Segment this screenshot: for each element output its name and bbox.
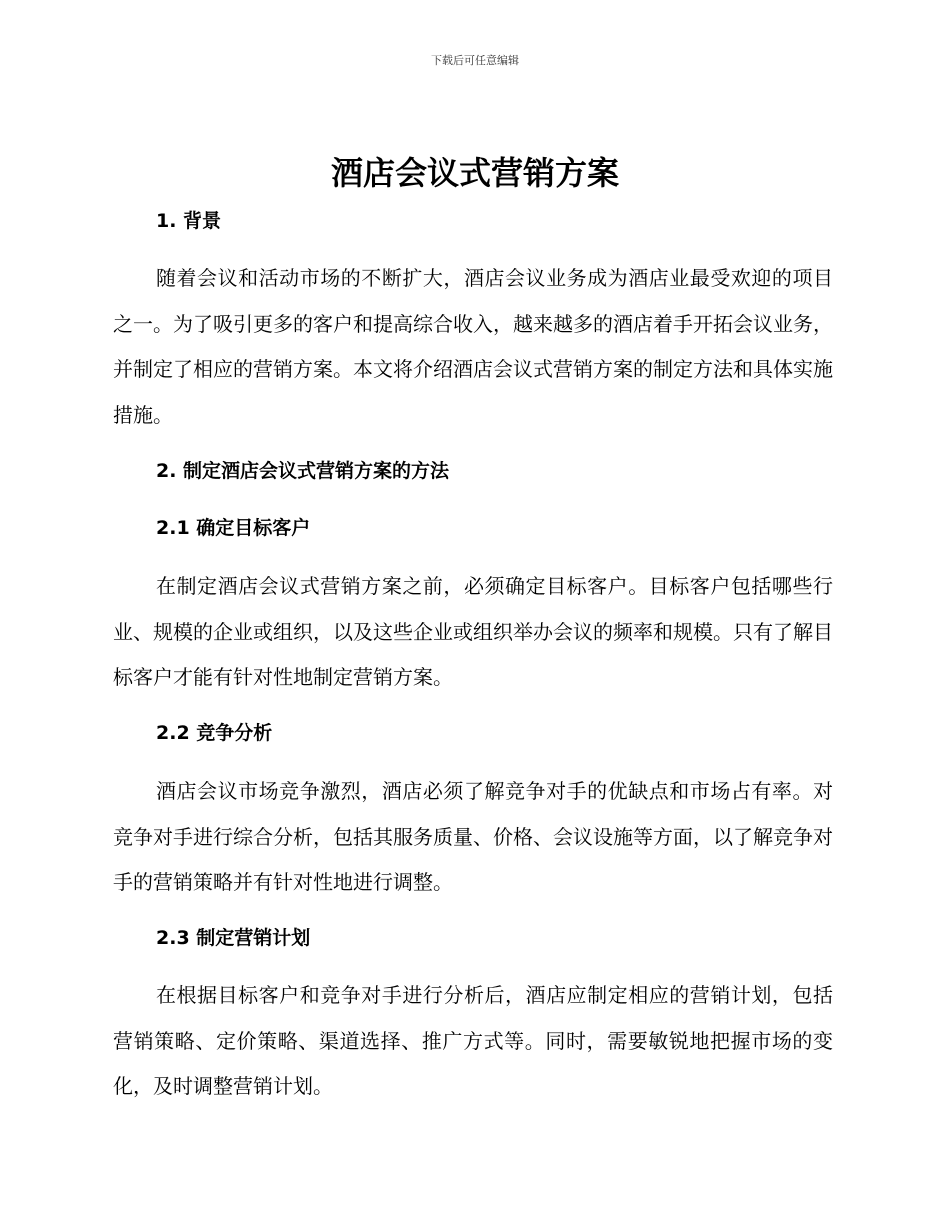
section-paragraph-competition-analysis: 酒店会议市场竞争激烈，酒店必须了解竞争对手的优缺点和市场占有率。对竞争对手进行综合分析，包括其服务质量、价格、会议设施等方面，以了解竞争对手的营销策略并有针对性地进行调整。 — [113, 779, 833, 894]
section-heading-methods: 2. 制定酒店会议式营销方案的方法 — [156, 460, 450, 482]
section-paragraph-target-customers: 在制定酒店会议式营销方案之前，必须确定目标客户。目标客户包括哪些行业、规模的企业或组织，以及这些企业或组织举办会议的频率和规模。只有了解目标客户才能有针对性地制定营销方案。 — [113, 574, 833, 689]
page-header-note: 下载后可任意编辑 — [431, 54, 519, 67]
section-heading-marketing-plan: 2.3 制定营销计划 — [156, 927, 311, 949]
document-title: 酒店会议式营销方案 — [330, 154, 619, 192]
section-heading-target-customers: 2.1 确定目标客户 — [156, 517, 311, 539]
section-paragraph-marketing-plan: 在根据目标客户和竞争对手进行分析后，酒店应制定相应的营销计划，包括营销策略、定价策略、渠道选择、推广方式等。同时，需要敏锐地把握市场的变化，及时调整营销计划。 — [113, 983, 833, 1098]
section-heading-background: 1. 背景 — [156, 210, 222, 232]
section-heading-competition-analysis: 2.2 竞争分析 — [156, 722, 273, 744]
section-paragraph-background: 随着会议和活动市场的不断扩大，酒店会议业务成为酒店业最受欢迎的项目之一。为了吸引更多的客户和提高综合收入，越来越多的酒店着手开拓会议业务，并制定了相应的营销方案。本文将介绍酒店会议式营销方案的制定方法和具体实施措施。 — [113, 266, 833, 427]
